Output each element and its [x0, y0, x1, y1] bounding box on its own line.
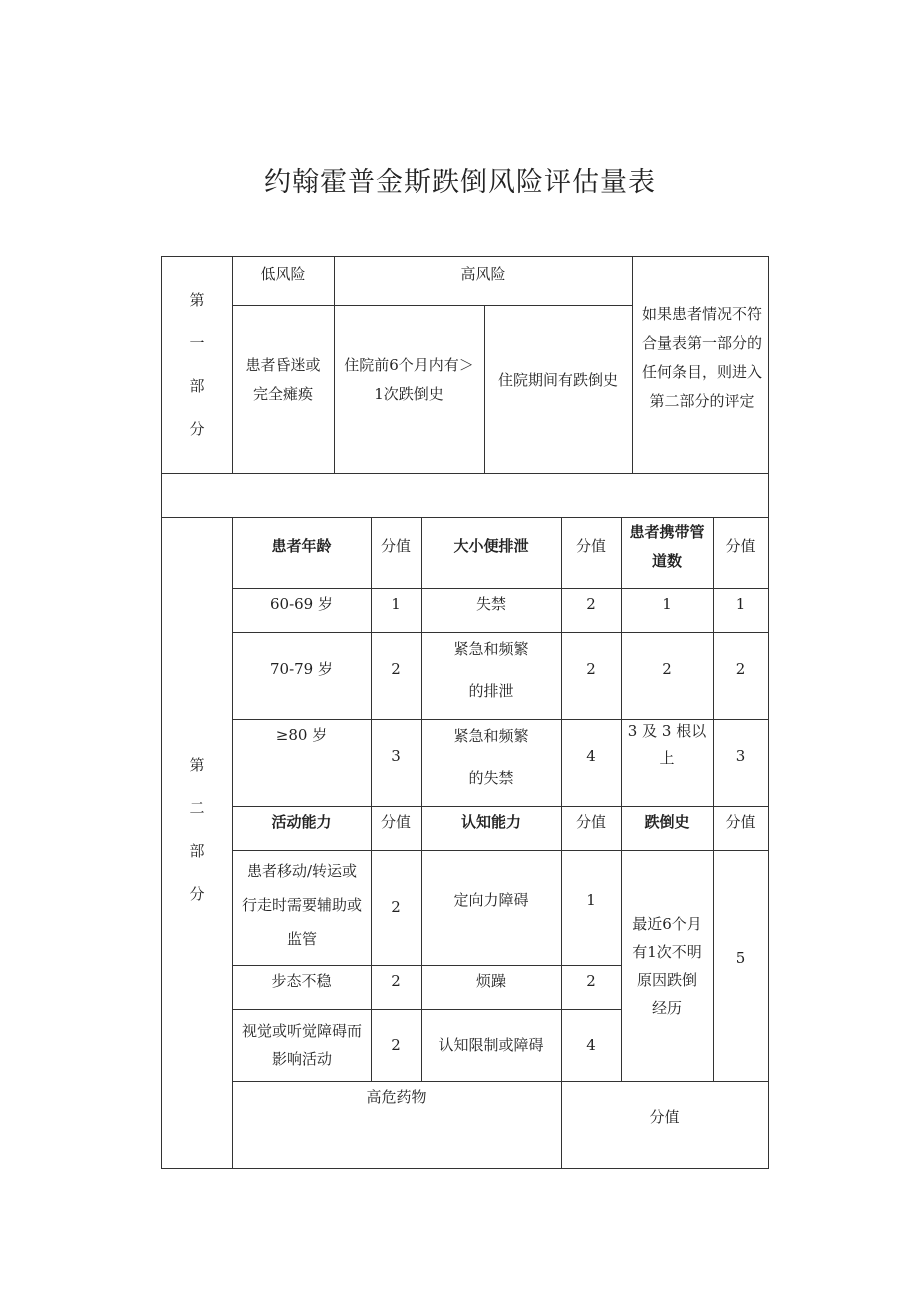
elimination-header: 大小便排泄: [453, 537, 529, 555]
age-option: 70-79 岁: [269, 660, 333, 678]
part1-label: 第 一 部 分: [189, 291, 205, 438]
part1-note: 如果患者情况不符合量表第一部分的任何条目，则进入第二部分的评定: [641, 304, 762, 410]
score-header: 分值: [380, 812, 411, 831]
tubes-option: 3 及 3 根以上: [627, 722, 707, 767]
assessment-table: [161, 256, 769, 1169]
age-option: ≥80 岁: [275, 726, 328, 744]
part2-label: 第 二 部 分: [189, 756, 205, 903]
cognition-option: 认知限制或障碍: [438, 1035, 544, 1054]
age-option: 60-69 岁: [269, 594, 333, 613]
elimination-option: 失禁: [475, 594, 506, 613]
elimination-score: 2: [586, 660, 596, 678]
elimination-score: 2: [586, 594, 596, 613]
mobility-option: 步态不稳: [271, 971, 332, 990]
elimination-score: 4: [586, 747, 596, 765]
mobility-option: 视觉或听觉障碍而影响活动: [242, 1022, 363, 1068]
low-risk-header: 低风险: [260, 264, 306, 283]
falls-during-stay: 住院期间有跌倒史: [497, 370, 618, 389]
score-header: 分值: [725, 812, 756, 831]
mobility-option: 患者移动/转运或行走时需要辅助或监管: [242, 862, 363, 948]
age-score: 1: [391, 594, 401, 613]
tubes-score: 3: [735, 747, 746, 765]
score-header: 分值: [575, 537, 606, 555]
tubes-header: 患者携带管道数: [629, 522, 705, 570]
coma-criterion: 患者昏迷或完全瘫痪: [245, 356, 321, 403]
age-score: 3: [391, 747, 401, 765]
fall-history-option: 最近6个月有1次不明原因跌倒经历: [632, 914, 702, 1017]
mobility-score: 2: [391, 1035, 401, 1054]
tubes-score: 1: [735, 594, 746, 613]
age-header: 患者年龄: [271, 537, 332, 555]
mobility-header: 活动能力: [271, 812, 332, 831]
falls-before-admission: 住院前6个月内有＞1次跌倒史: [344, 356, 474, 403]
cognition-option: 定向力障碍: [453, 890, 529, 909]
cognition-header: 认知能力: [460, 812, 521, 831]
cognition-score: 1: [586, 890, 596, 909]
fall-history-header: 跌倒史: [644, 812, 690, 831]
tubes-score: 2: [735, 660, 746, 678]
fall-history-score: 5: [735, 948, 746, 967]
tubes-option: 2: [662, 660, 672, 678]
high-risk-header: 高风险: [460, 264, 506, 283]
page-title: 约翰霍普金斯跌倒风险评估量表: [264, 167, 656, 198]
meds-score-header: 分值: [649, 1107, 680, 1126]
cognition-option: 烦躁: [475, 971, 506, 990]
tubes-option: 1: [662, 594, 672, 613]
age-score: 2: [391, 660, 401, 678]
elimination-option: 紧急和频繁的失禁: [453, 726, 529, 787]
score-header: 分值: [575, 812, 606, 831]
score-header: 分值: [725, 537, 756, 555]
mobility-score: 2: [391, 971, 401, 990]
score-header: 分值: [380, 537, 411, 555]
cognition-score: 2: [586, 971, 596, 990]
high-risk-meds: 高危药物: [366, 1087, 427, 1106]
cognition-score: 4: [586, 1035, 596, 1054]
elimination-option: 紧急和频繁的排泄: [453, 639, 529, 700]
mobility-score: 2: [391, 898, 401, 916]
